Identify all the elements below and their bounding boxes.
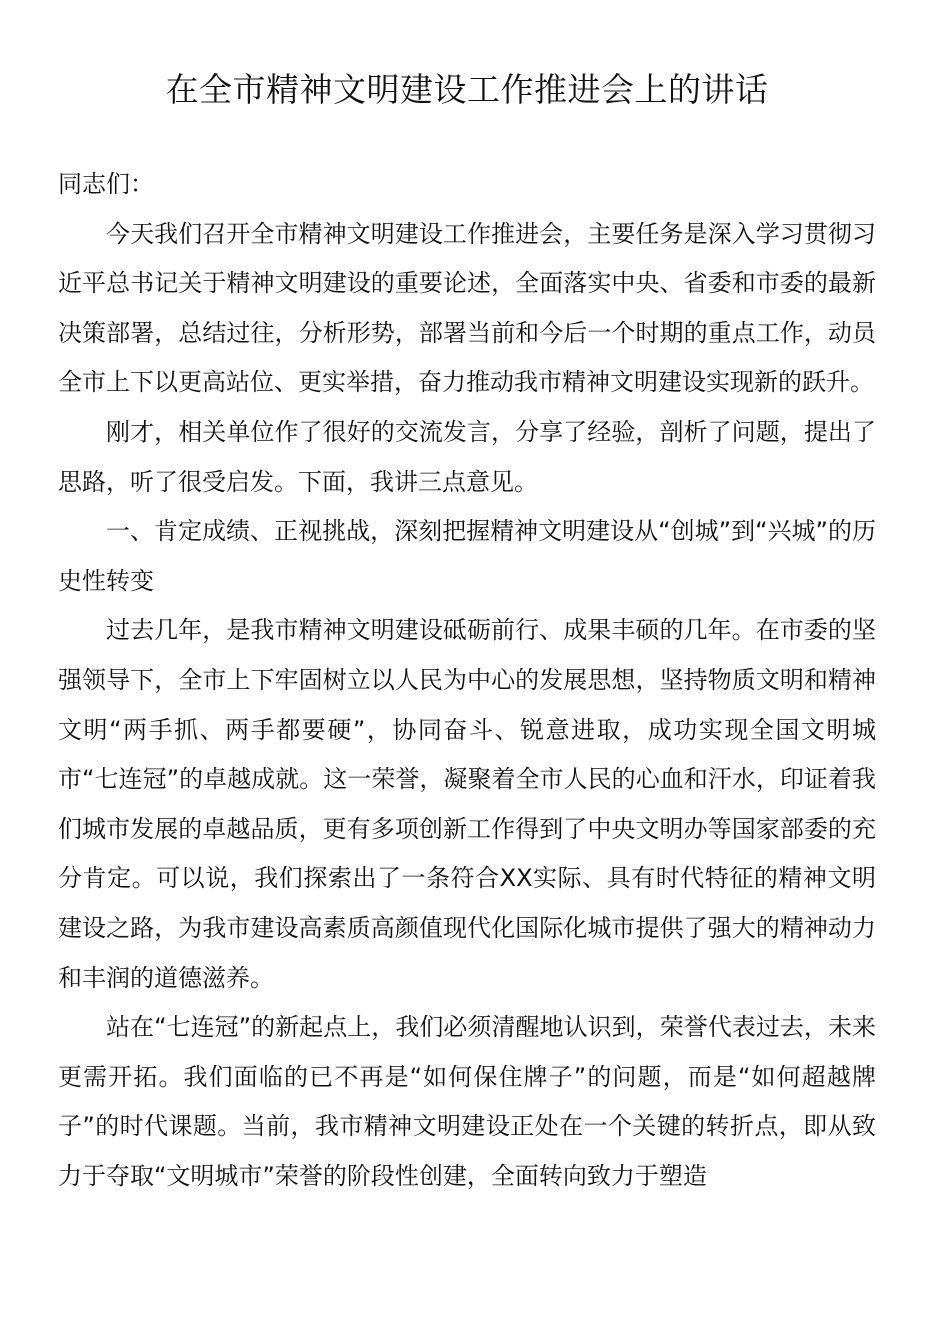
paragraph-achievements: 过去几年，是我市精神文明建设砥砺前行、成果丰硕的几年。在市委的坚强领导下，全市上下牢固树立以人民为中心的发展思想，坚持物质文明和精神文明“两手抓、两手都要硬”，协同奋斗、锐意进取，成功实现全国文明城市“七连冠”的卓越成就。这一荣誉，凝聚着全市人民的心血和汗水，印证着我们城市发展的卓越品质，更有多项创新工作得到了中央文明办等国家部委的充分肯定。可以说，我们探索出了一条符合XX实际、具有时代特征的精神文明建设之路，为我市建设高素质高颜值现代化国际化城市提供了强大的精神动力和丰润的道德滋养。 (58, 616, 876, 992)
paragraph-transition: 刚才，相关单位作了很好的交流发言，分享了经验，剖析了问题，提出了思路，听了很受启发。下面，我讲三点意见。 (58, 417, 876, 496)
section-heading-one: 一、肯定成绩、正视挑战，深刻把握精神文明建设从“创城”到“兴城”的历史性转变 (58, 517, 876, 595)
document-title: 在全市精神文明建设工作推进会上的讲话 (165, 70, 769, 109)
salutation: 同志们： (58, 170, 154, 198)
paragraph-new-starting-point: 站在“七连冠”的新起点上，我们必须清醒地认识到，荣誉代表过去，未来更需开拓。我们面临的已不再是“如何保住牌子”的问题，而是“如何超越牌子”的时代课题。当前，我市精神文明建设正处在一个关键的转折点，即从致力于夺取“文明城市”荣誉的阶段性创建，全面转向致力于塑造 (58, 1013, 876, 1190)
paragraph-opening: 今天我们召开全市精神文明建设工作推进会，主要任务是深入学习贯彻习近平总书记关于精神文明建设的重要论述，全面落实中央、省委和市委的最新决策部署，总结过往，分析形势，部署当前和今后一个时期的重点工作，动员全市上下以更高站位、更实举措，奋力推动我市精神文明建设实现新的跃升。 (58, 219, 876, 397)
